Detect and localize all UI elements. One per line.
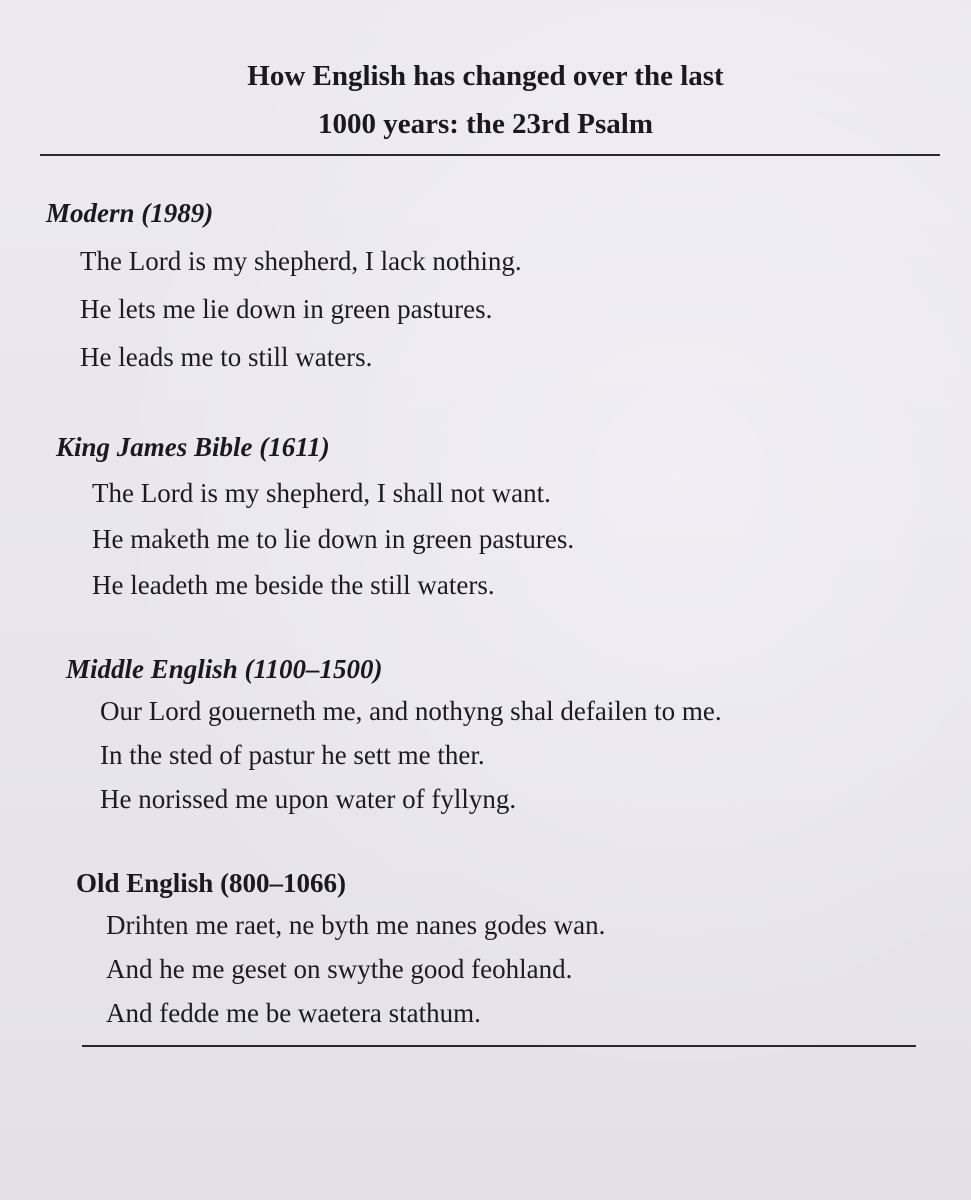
section-heading-middle-english: Middle English (1100–1500) bbox=[66, 654, 383, 684]
bottom-rule bbox=[82, 1045, 916, 1047]
verse-line: He maketh me to lie down in green pastures. bbox=[92, 524, 575, 554]
top-rule bbox=[40, 154, 940, 156]
page-title-line-2: 1000 years: the 23rd Psalm bbox=[317, 108, 654, 140]
section-heading-old-english: Old English (800–1066) bbox=[76, 868, 347, 898]
section-heading-modern: Modern (1989) bbox=[46, 198, 214, 228]
verse-line: And he me geset on swythe good feohland. bbox=[106, 954, 573, 984]
verse-line: And fedde me be waetera stathum. bbox=[106, 998, 481, 1028]
verse-line: In the sted of pastur he sett me ther. bbox=[100, 740, 485, 770]
verse-line: Drihten me raet, ne byth me nanes godes wan. bbox=[106, 910, 606, 940]
verse-line: He norissed me upon water of fyllyng. bbox=[100, 784, 517, 814]
verse-line: He lets me lie down in green pastures. bbox=[80, 294, 493, 324]
verse-line: He leadeth me beside the still waters. bbox=[92, 570, 495, 600]
verse-line: Our Lord gouerneth me, and nothyng shal defailen to me. bbox=[100, 696, 722, 726]
section-heading-king-james: King James Bible (1611) bbox=[56, 432, 330, 462]
page-title-line-1: How English has changed over the last bbox=[247, 60, 724, 92]
verse-line: The Lord is my shepherd, I shall not want. bbox=[92, 478, 551, 508]
verse-line: The Lord is my shepherd, I lack nothing. bbox=[80, 246, 522, 276]
verse-line: He leads me to still waters. bbox=[80, 342, 373, 372]
